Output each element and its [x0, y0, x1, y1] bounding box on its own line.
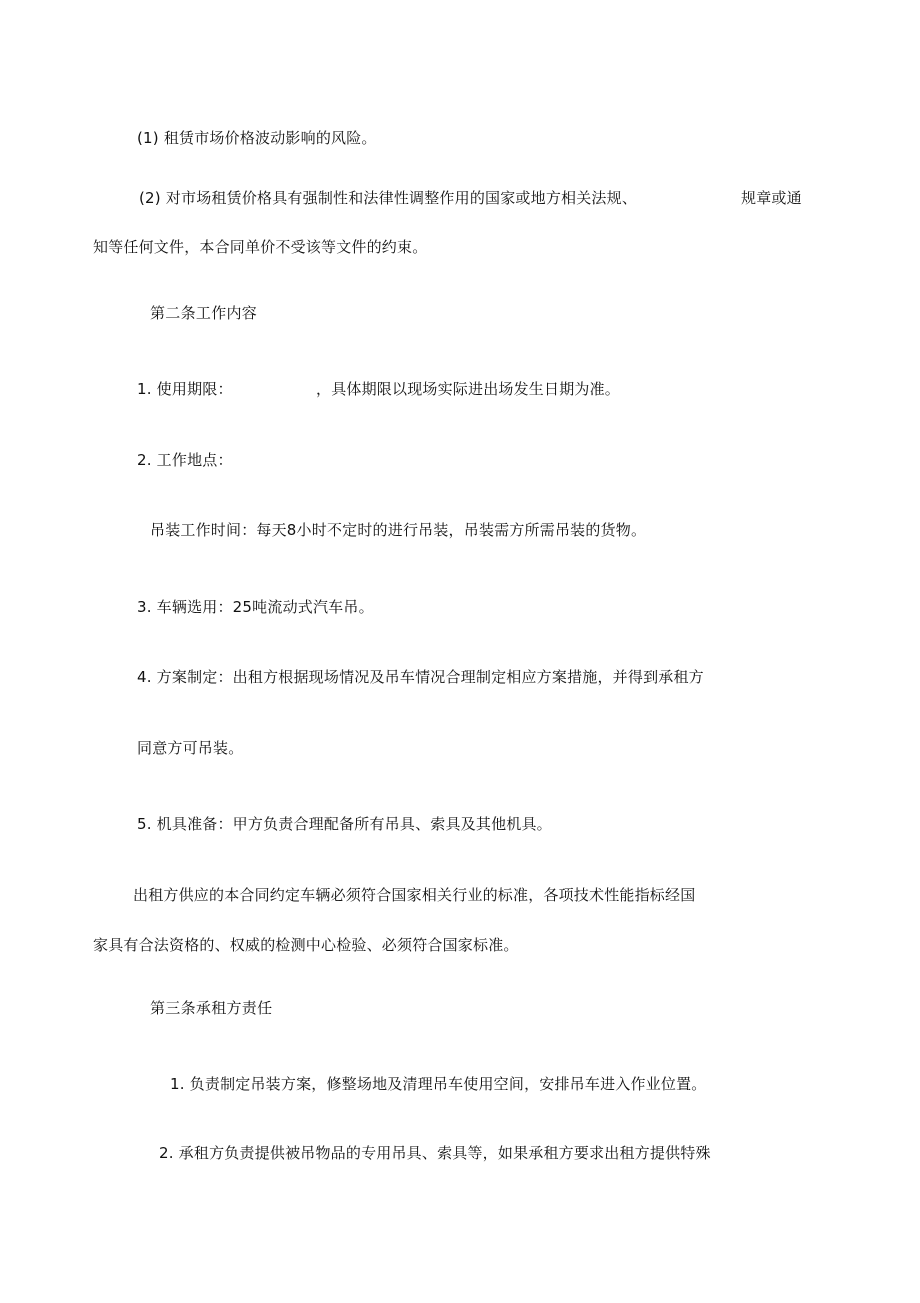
work-item-3: 3. 车辆选用：25吨流动式汽车吊。: [137, 598, 374, 616]
duty-item-2: 2. 承租方负责提供被吊物品的专用吊具、索具等，如果承租方要求出租方提供特殊: [159, 1144, 711, 1162]
work-item-5: 5. 机具准备：甲方负责合理配备所有吊具、索具及其他机具。: [137, 815, 552, 833]
standard-para-cont: 家具有合法资格的、权威的检测中心检验、必须符合国家标准。: [93, 936, 519, 954]
standard-para: 出租方供应的本合同约定车辆必须符合国家相关行业的标准，各项技术性能指标经国: [133, 886, 696, 904]
risk-item-1: (1) 租赁市场价格波动影响的风险。: [137, 129, 377, 147]
risk-item-2-part-a: (2) 对市场租赁价格具有强制性和法律性调整作用的国家或地方相关法规、: [139, 189, 638, 207]
duty-item-1: 1. 负责制定吊装方案，修整场地及清理吊车使用空间，安排吊车进入作业位置。: [170, 1075, 707, 1093]
work-item-1-label: 1. 使用期限：: [137, 380, 233, 398]
work-item-2: 2. 工作地点：: [137, 451, 233, 469]
work-item-1-rest: ，具体期限以现场实际进出场发生日期为准。: [316, 380, 621, 398]
work-item-4-cont: 同意方可吊装。: [137, 739, 244, 757]
risk-item-2-part-b: 规章或通: [741, 189, 802, 207]
section-2-heading: 第二条工作内容: [150, 304, 258, 322]
section-3-heading: 第三条承租方责任: [150, 999, 273, 1017]
work-hours: 吊装工作时间：每天8小时不定时的进行吊装，吊装需方所需吊装的货物。: [150, 521, 647, 539]
work-item-4: 4. 方案制定：出租方根据现场情况及吊车情况合理制定相应方案措施，并得到承租方: [137, 668, 704, 686]
risk-item-2-cont: 知等任何文件，本合同单价不受该等文件的约束。: [93, 238, 428, 256]
